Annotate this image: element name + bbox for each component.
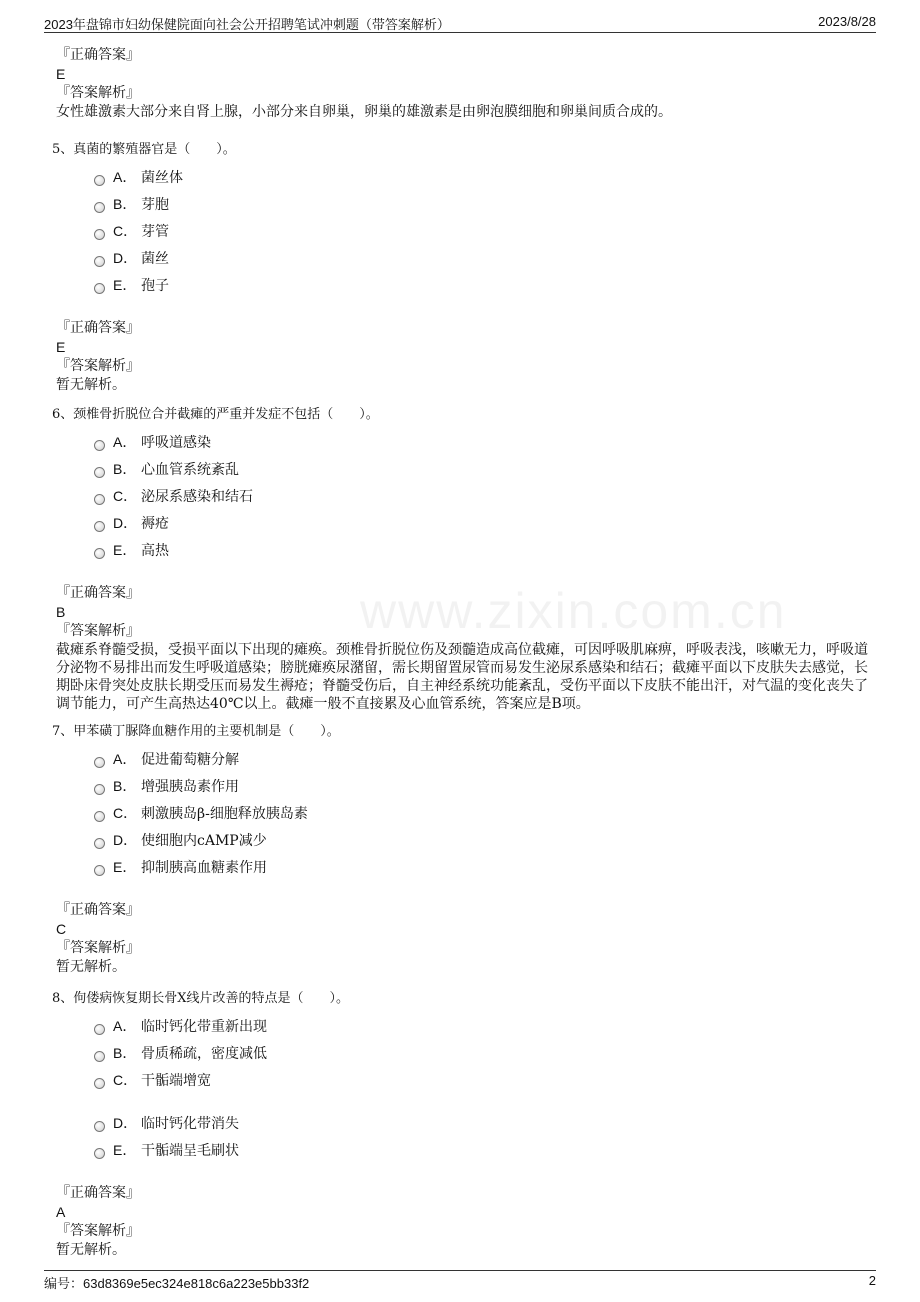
answer-block	[56, 1184, 876, 1259]
option-letter: B．	[113, 461, 137, 477]
correct-answer-label: 『正确答案』	[56, 47, 140, 63]
correct-answer: A	[56, 1204, 66, 1220]
option-item[interactable]	[94, 456, 876, 483]
option-item[interactable]	[94, 1110, 876, 1137]
option-item[interactable]	[94, 537, 876, 564]
option-letter: B．	[113, 778, 137, 794]
correct-answer-label: 『正确答案』	[56, 902, 140, 918]
analysis-label: 『答案解析』	[56, 358, 140, 374]
option-list	[94, 164, 876, 299]
radio-button[interactable]	[94, 548, 105, 559]
option-list	[94, 746, 876, 881]
option-text: 心血管系统紊乱	[141, 462, 239, 478]
radio-button[interactable]	[94, 1148, 105, 1159]
option-letter: C．	[113, 488, 138, 504]
option-text: 孢子	[141, 278, 169, 294]
option-item[interactable]	[94, 854, 876, 881]
option-text: 干骺端增宽	[141, 1073, 211, 1089]
radio-button[interactable]	[94, 1078, 105, 1089]
correct-answer: B	[56, 604, 66, 620]
page-number: 2	[868, 1273, 876, 1288]
analysis-text: 暂无解析。	[56, 1242, 126, 1258]
option-letter: C．	[113, 1072, 138, 1088]
option-item[interactable]	[94, 218, 876, 245]
correct-answer: C	[56, 921, 67, 937]
radio-button[interactable]	[94, 811, 105, 822]
question-stem: 8、佝偻病恢复期长骨X线片改善的特点是（ ）。	[52, 991, 350, 1006]
option-list	[94, 429, 876, 564]
radio-button[interactable]	[94, 1024, 105, 1035]
radio-button[interactable]	[94, 256, 105, 267]
option-letter: B．	[113, 196, 137, 212]
option-letter: A．	[113, 1018, 137, 1034]
radio-button[interactable]	[94, 494, 105, 505]
option-text: 临时钙化带消失	[141, 1116, 239, 1132]
analysis-label: 『答案解析』	[56, 1223, 140, 1239]
option-letter: E．	[113, 859, 137, 875]
question-stem: 5、真菌的繁殖器官是（ ）。	[52, 142, 236, 157]
option-item[interactable]	[94, 164, 876, 191]
answer-block	[56, 584, 876, 713]
answer-block	[56, 46, 876, 121]
option-item[interactable]	[94, 1067, 876, 1094]
answer-block	[56, 901, 876, 976]
analysis-label: 『答案解析』	[56, 623, 140, 639]
analysis-label: 『答案解析』	[56, 940, 140, 956]
option-item[interactable]	[94, 272, 876, 299]
option-text: 泌尿系感染和结石	[141, 489, 253, 505]
option-text: 高热	[141, 543, 169, 559]
option-letter: E．	[113, 1142, 137, 1158]
radio-button[interactable]	[94, 757, 105, 768]
option-letter: E．	[113, 277, 137, 293]
page-header	[44, 12, 876, 33]
option-item[interactable]	[94, 429, 876, 456]
analysis-text: 暂无解析。	[56, 959, 126, 975]
document-title: 2023年盘锦市妇幼保健院面向社会公开招聘笔试冲刺题（带答案解析）	[44, 17, 450, 32]
option-item[interactable]	[94, 746, 876, 773]
option-item[interactable]	[94, 1040, 876, 1067]
option-letter: A．	[113, 434, 137, 450]
option-text: 褥疮	[141, 516, 169, 532]
document-body	[52, 46, 876, 1259]
analysis-text: 暂无解析。	[56, 377, 126, 393]
option-item[interactable]	[94, 827, 876, 854]
option-letter: C．	[113, 805, 138, 821]
radio-button[interactable]	[94, 784, 105, 795]
answer-block	[56, 319, 876, 394]
option-item[interactable]	[94, 483, 876, 510]
document-date: 2023/8/28	[818, 14, 876, 29]
analysis-text: 截瘫系脊髓受损，受损平面以下出现的瘫痪。颈椎骨折脱位伤及颈髓造成高位截瘫，可因呼吸肌麻痹，呼吸表浅，咳嗽无力，呼吸道分泌物不易排出而发生呼吸道感染；膀胱瘫痪尿潴留，需长期留置尿管而易发生泌尿系感染和结石；截瘫平面以下皮肤失去感觉，长期卧床骨突处皮肤长期受压而易发生褥疮；脊髓受伤后，自主神经系统功能紊乱，受伤平面以下皮肤不能出汗，对气温的变化丧失了调节能力，可产生高热达40℃以上。截瘫一般不直接累及心血管系统，答案应是B项。	[56, 642, 868, 712]
option-letter: A．	[113, 169, 137, 185]
page-footer	[44, 1270, 876, 1291]
option-item[interactable]	[94, 510, 876, 537]
option-item[interactable]	[94, 245, 876, 272]
option-text: 增强胰岛素作用	[141, 779, 239, 795]
option-letter: D．	[113, 250, 138, 266]
option-text: 临时钙化带重新出现	[141, 1019, 267, 1035]
radio-button[interactable]	[94, 1051, 105, 1062]
correct-answer: E	[56, 339, 66, 355]
option-list	[94, 1013, 876, 1164]
option-text: 刺激胰岛β-细胞释放胰岛素	[141, 806, 308, 822]
option-item[interactable]	[94, 191, 876, 218]
option-letter: B．	[113, 1045, 137, 1061]
correct-answer: E	[56, 66, 66, 82]
option-text: 菌丝体	[141, 170, 183, 186]
correct-answer-label: 『正确答案』	[56, 1185, 140, 1201]
option-letter: D．	[113, 515, 138, 531]
option-text: 促进葡萄糖分解	[141, 752, 239, 768]
option-letter: E．	[113, 542, 137, 558]
option-item[interactable]	[94, 800, 876, 827]
option-text: 芽胞	[141, 197, 169, 213]
option-letter: D．	[113, 1115, 138, 1131]
option-item[interactable]	[94, 1137, 876, 1164]
option-text: 抑制胰高血糖素作用	[141, 860, 267, 876]
radio-button[interactable]	[94, 283, 105, 294]
radio-button[interactable]	[94, 1121, 105, 1132]
option-letter: C．	[113, 223, 138, 239]
option-text: 菌丝	[141, 251, 169, 267]
question-stem: 7、甲苯磺丁脲降血糖作用的主要机制是（ ）。	[52, 724, 340, 739]
correct-answer-label: 『正确答案』	[56, 320, 140, 336]
option-item[interactable]	[94, 773, 876, 800]
radio-button[interactable]	[94, 229, 105, 240]
question-stem: 6、颈椎骨折脱位合并截瘫的严重并发症不包括（ ）。	[52, 407, 379, 422]
radio-button[interactable]	[94, 521, 105, 532]
document-code: 编号：63d8369e5ec324e818c6a223e5bb33f2	[44, 1276, 310, 1291]
radio-button[interactable]	[94, 440, 105, 451]
option-letter: A．	[113, 751, 137, 767]
radio-button[interactable]	[94, 865, 105, 876]
option-text: 芽管	[141, 224, 169, 240]
option-text: 呼吸道感染	[141, 435, 211, 451]
option-letter: D．	[113, 832, 138, 848]
radio-button[interactable]	[94, 467, 105, 478]
radio-button[interactable]	[94, 838, 105, 849]
option-item[interactable]	[94, 1013, 876, 1040]
radio-button[interactable]	[94, 175, 105, 186]
radio-button[interactable]	[94, 202, 105, 213]
watermark: www.zixin.com.cn	[360, 583, 787, 639]
correct-answer-label: 『正确答案』	[56, 585, 140, 601]
option-text: 使细胞内cAMP减少	[141, 833, 267, 849]
analysis-text: 女性雄激素大部分来自肾上腺，小部分来自卵巢，卵巢的雄激素是由卵泡膜细胞和卵巢间质合成的。	[56, 104, 672, 120]
option-text: 干骺端呈毛刷状	[141, 1143, 239, 1159]
option-text: 骨质稀疏，密度减低	[141, 1046, 267, 1062]
analysis-label: 『答案解析』	[56, 85, 140, 101]
